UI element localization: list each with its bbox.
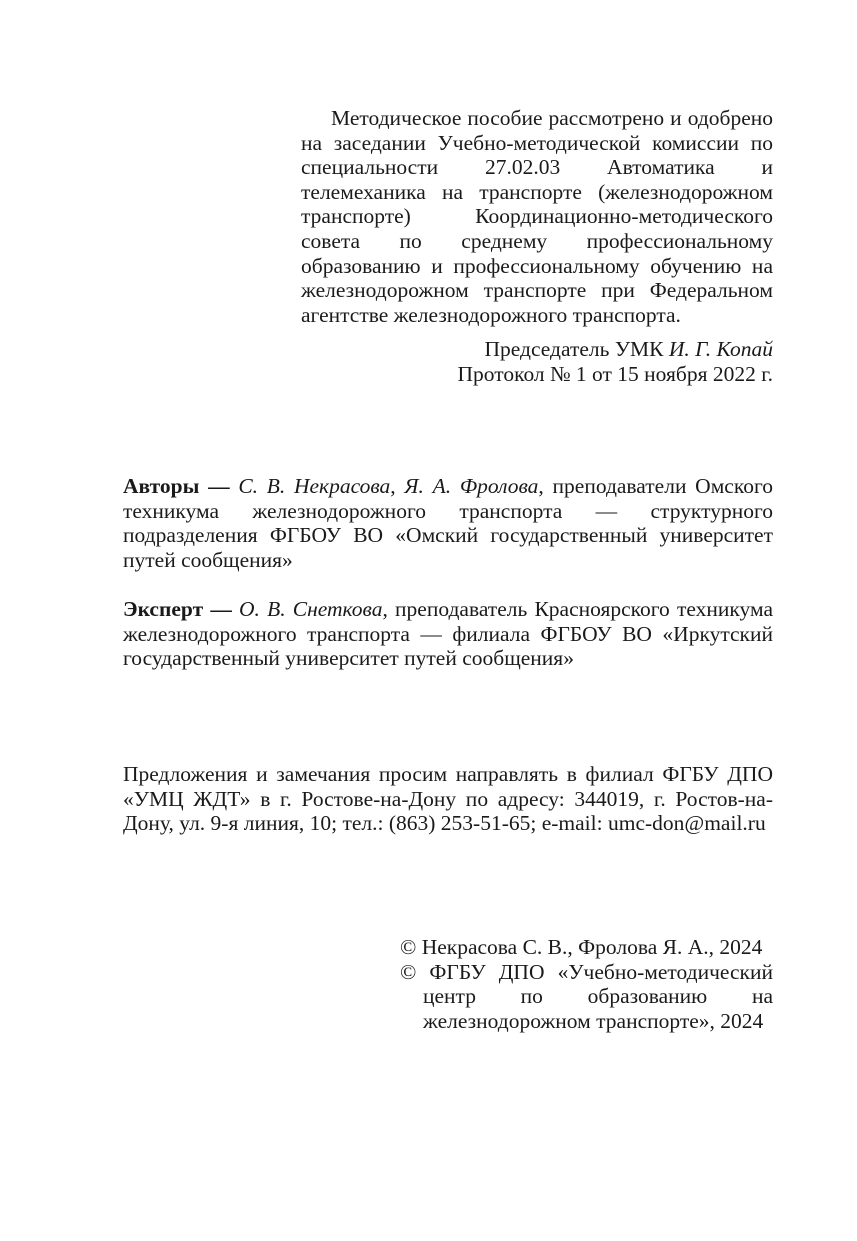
authors-paragraph (123, 474, 773, 572)
copyright-organization: © ФГБУ ДПО «Учебно-методический центр по образованию на железнодорожном транспорте», 2024 (400, 959, 773, 1033)
authors-label: Авторы — (123, 474, 230, 498)
chair-name: И. Г. Копай (668, 337, 773, 361)
expert-paragraph (123, 597, 773, 671)
protocol-line: Протокол № 1 от 15 ноября 2022 г. (457, 361, 773, 386)
author-name-2: Я. А. Фролова (404, 474, 539, 498)
expert-name: О. В. Снеткова (239, 597, 383, 621)
chair-line (301, 337, 773, 362)
expert-label: Эксперт — (123, 597, 232, 621)
approval-note (301, 106, 773, 327)
commission-signature (301, 337, 773, 386)
author-name-1: С. В. Некрасова (238, 474, 391, 498)
authors-description: , преподаватели Омского техникума железнодорожного транспорта — структурного подразделения ФГБОУ ВО «Омский государственный университет путей сообщения» (123, 474, 773, 572)
authors-separator: , (390, 474, 405, 498)
approval-text: Методическое пособие рассмотрено и одобрено на заседании Учебно-методической комиссии по специальности 27.02.03 Автоматика и телемеханика на транспорте (железнодорожном транспорте) Координационно-методического совета по среднему профессиональному образованию и профессиональному обучению на железнодорожном транспорте при Федеральном агентстве железнодорожного транспорта. (301, 106, 773, 327)
expert-description: , преподаватель Красноярского техникума железнодорожного транспорта — филиала ФГБОУ ВО «Иркутский государственный университет путей сообщения» (123, 597, 773, 671)
contacts-paragraph (123, 762, 773, 836)
chair-label: Председатель УМК (484, 337, 669, 361)
copyright-authors: © Некрасова С. В., Фролова Я. А., 2024 (400, 935, 763, 959)
copyright-block (400, 935, 773, 1033)
contacts-text: Предложения и замечания просим направлять в филиал ФГБУ ДПО «УМЦ ЖДТ» в г. Ростове-на-Дону по адресу: 344019, г. Ростов-на-Дону, ул. 9-я линия, 10; тел.: (863) 253-51-65; e-mail: umc-don@mail.ru (123, 762, 773, 836)
